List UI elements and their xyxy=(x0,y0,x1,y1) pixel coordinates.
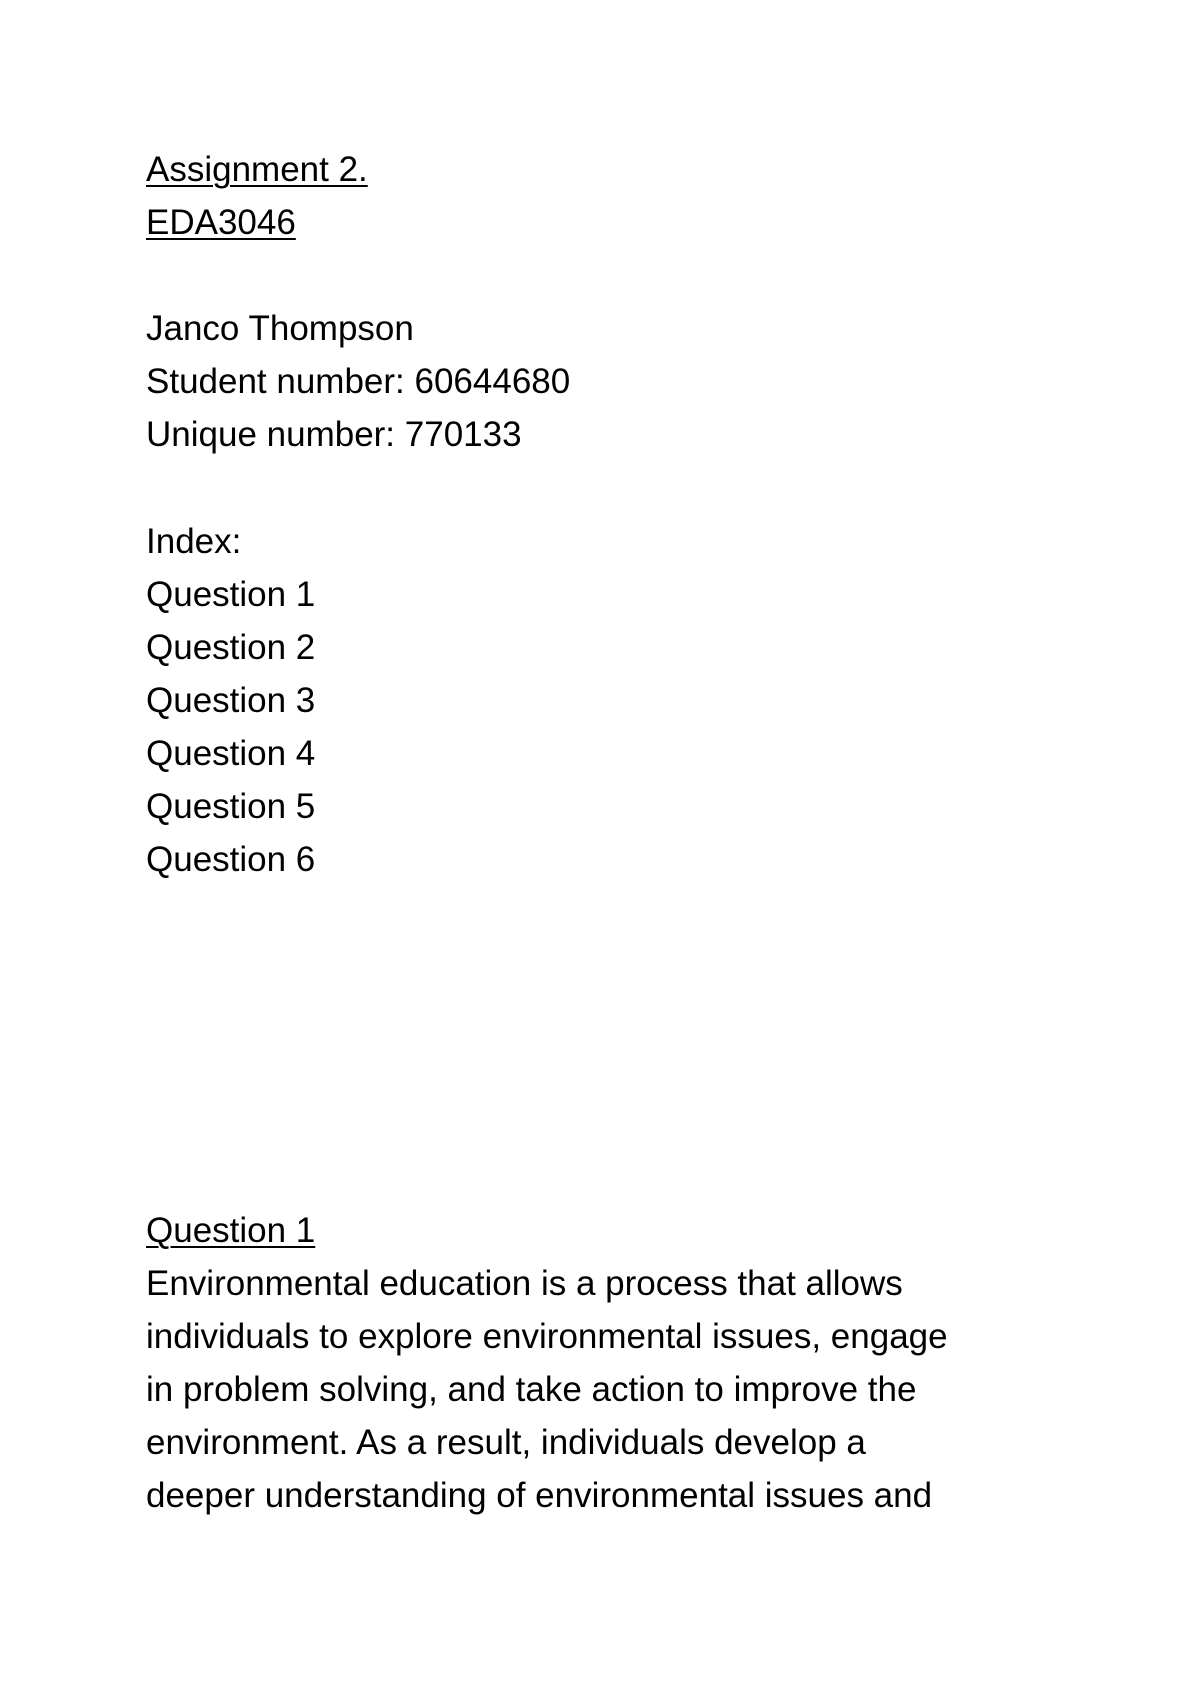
index-item: Question 4 xyxy=(146,734,316,773)
index-item: Question 1 xyxy=(146,575,316,614)
unique-number: Unique number: 770133 xyxy=(146,415,522,454)
answer-line: individuals to explore environmental issues, engage xyxy=(146,1317,948,1356)
student-details xyxy=(146,302,1066,461)
index-section xyxy=(146,515,1066,886)
index-item: Question 2 xyxy=(146,628,316,667)
answer-line: environment. As a result, individuals develop a xyxy=(146,1423,866,1462)
index-item: Question 3 xyxy=(146,681,316,720)
answer-line: Environmental education is a process that allows xyxy=(146,1264,903,1303)
index-title: Index: xyxy=(146,522,242,561)
answer-line: in problem solving, and take action to improve the xyxy=(146,1370,917,1409)
document-header xyxy=(146,143,1066,249)
question-1-section xyxy=(146,1204,1066,1522)
student-name: Janco Thompson xyxy=(146,309,414,348)
question-1-answer xyxy=(146,1257,1066,1522)
index-item: Question 5 xyxy=(146,787,316,826)
answer-line: deeper understanding of environmental issues and xyxy=(146,1476,933,1515)
student-number: Student number: 60644680 xyxy=(146,362,571,401)
index-item: Question 6 xyxy=(146,840,316,879)
assignment-title: Assignment 2. xyxy=(146,150,368,189)
module-code: EDA3046 xyxy=(146,203,296,242)
question-1-heading: Question 1 xyxy=(146,1211,316,1250)
